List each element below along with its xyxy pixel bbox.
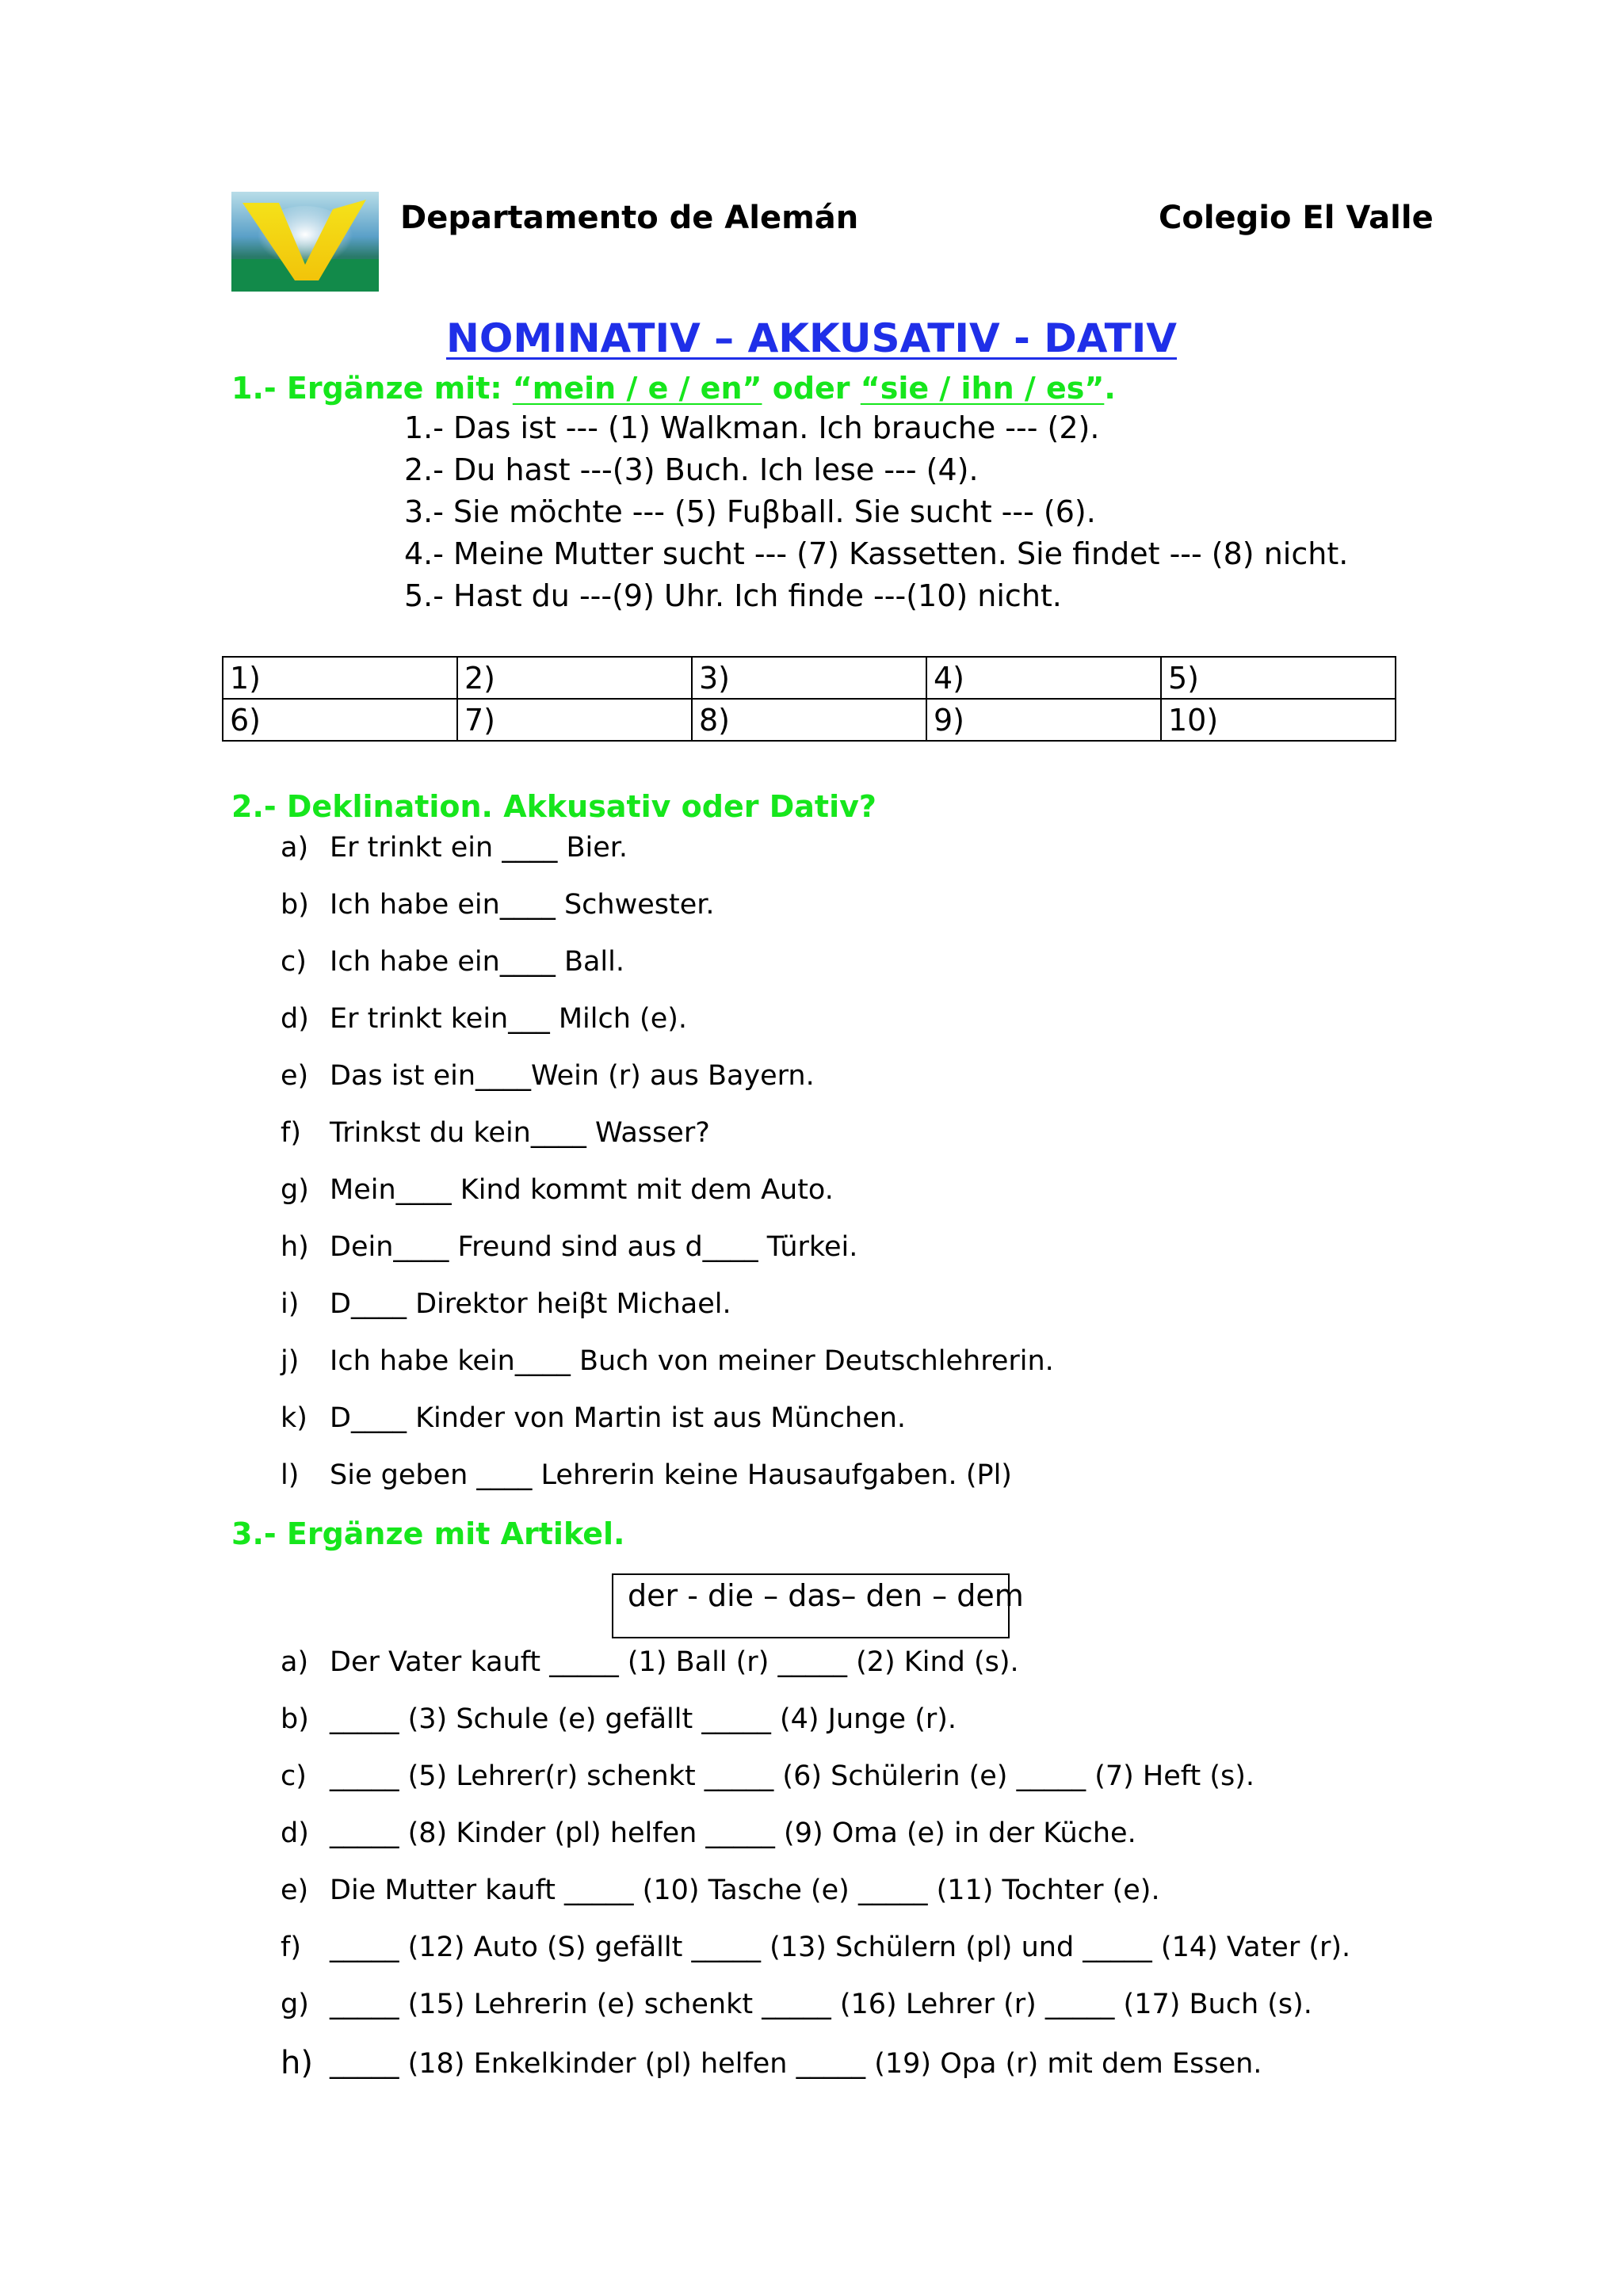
answer-cell[interactable]: 9) bbox=[926, 699, 1161, 741]
item-text: Mein____ Kind kommt mit dem Auto. bbox=[330, 1174, 834, 1206]
section3-heading: 3.- Ergänze mit Artikel. bbox=[231, 1516, 625, 1551]
item-text: Trinkst du kein____ Wasser? bbox=[330, 1117, 710, 1149]
item-text: Ich habe ein____ Schwester. bbox=[330, 889, 715, 921]
section1-option2: “sie / ihn / es” bbox=[860, 371, 1105, 406]
item-label: l) bbox=[281, 1459, 300, 1491]
item-label: b) bbox=[281, 1703, 309, 1735]
item-text: Ich habe ein____ Ball. bbox=[330, 946, 624, 978]
item-text: Ich habe kein____ Buch von meiner Deutschlehrerin. bbox=[330, 1345, 1054, 1377]
section1-heading-mid: oder bbox=[762, 371, 861, 406]
answer-cell[interactable]: 1) bbox=[223, 657, 457, 699]
table-row bbox=[223, 699, 1396, 741]
item-label: d) bbox=[281, 1817, 309, 1849]
section1-sentence: 1.- Das ist --- (1) Walkman. Ich brauche --- (2). bbox=[404, 410, 1100, 445]
item-label: b) bbox=[281, 889, 309, 921]
item-text: D____ Direktor heiβt Michael. bbox=[330, 1288, 731, 1320]
item-label: h) bbox=[281, 2045, 313, 2081]
section1-heading bbox=[231, 371, 1116, 406]
item-label: a) bbox=[281, 832, 309, 864]
item-text: _____ (3) Schule (e) gefällt _____ (4) Junge (r). bbox=[330, 1703, 957, 1735]
item-label: h) bbox=[281, 1231, 309, 1263]
item-text: _____ (8) Kinder (pl) helfen _____ (9) Oma (e) in der Küche. bbox=[330, 1817, 1136, 1849]
answer-cell[interactable]: 2) bbox=[457, 657, 692, 699]
item-text: D____ Kinder von Martin ist aus München. bbox=[330, 1402, 907, 1434]
answer-cell[interactable]: 6) bbox=[223, 699, 457, 741]
answer-cell[interactable]: 8) bbox=[692, 699, 926, 741]
article-word-box: der - die – das– den – dem bbox=[612, 1573, 1010, 1638]
item-text: Der Vater kauft _____ (1) Ball (r) _____ (2) Kind (s). bbox=[330, 1646, 1019, 1678]
section1-heading-end: . bbox=[1104, 371, 1116, 406]
item-label: e) bbox=[281, 1060, 309, 1092]
item-label: c) bbox=[281, 1760, 307, 1792]
item-label: f) bbox=[281, 1932, 301, 1963]
item-label: d) bbox=[281, 1003, 309, 1035]
section1-sentence: 4.- Meine Mutter sucht --- (7) Kassetten. Sie findet --- (8) nicht. bbox=[404, 536, 1349, 571]
item-text: _____ (18) Enkelkinder (pl) helfen _____ (19) Opa (r) mit dem Essen. bbox=[330, 2048, 1262, 2080]
answer-cell[interactable]: 7) bbox=[457, 699, 692, 741]
table-row bbox=[223, 657, 1396, 699]
item-label: k) bbox=[281, 1402, 307, 1434]
answer-cell[interactable]: 4) bbox=[926, 657, 1161, 699]
section1-sentence: 5.- Hast du ---(9) Uhr. Ich finde ---(10) nicht. bbox=[404, 578, 1062, 613]
item-text: Er trinkt kein___ Milch (e). bbox=[330, 1003, 688, 1035]
item-text: Die Mutter kauft _____ (10) Tasche (e) _____ (11) Tochter (e). bbox=[330, 1875, 1160, 1906]
section1-option1: “mein / e / en” bbox=[512, 371, 762, 406]
item-text: _____ (15) Lehrerin (e) schenkt _____ (16) Lehrer (r) _____ (17) Buch (s). bbox=[330, 1989, 1312, 2020]
item-text: Er trinkt ein ____ Bier. bbox=[330, 832, 628, 864]
answer-table bbox=[222, 656, 1396, 742]
page-title: NOMINATIV – AKKUSATIV - DATIV bbox=[445, 315, 1178, 361]
item-text: Das ist ein____Wein (r) aus Bayern. bbox=[330, 1060, 815, 1092]
item-label: a) bbox=[281, 1646, 309, 1678]
item-label: f) bbox=[281, 1117, 301, 1149]
answer-cell[interactable]: 10) bbox=[1161, 699, 1396, 741]
section1-heading-prefix: 1.- Ergänze mit: bbox=[231, 371, 513, 406]
section2-heading: 2.- Deklination. Akkusativ oder Dativ? bbox=[231, 789, 876, 824]
item-text: _____ (5) Lehrer(r) schenkt _____ (6) Schülerin (e) _____ (7) Heft (s). bbox=[330, 1760, 1254, 1792]
section1-sentence: 2.- Du hast ---(3) Buch. Ich lese --- (4). bbox=[404, 452, 979, 487]
item-label: g) bbox=[281, 1989, 309, 2020]
item-text: Sie geben ____ Lehrerin keine Hausaufgaben. (Pl) bbox=[330, 1459, 1012, 1491]
item-label: c) bbox=[281, 946, 307, 978]
item-label: g) bbox=[281, 1174, 309, 1206]
item-text: _____ (12) Auto (S) gefällt _____ (13) Schülern (pl) und _____ (14) Vater (r). bbox=[330, 1932, 1351, 1963]
item-label: j) bbox=[281, 1345, 300, 1377]
item-label: e) bbox=[281, 1875, 309, 1906]
department-name: Departamento de Alemán bbox=[400, 200, 859, 236]
item-label: i) bbox=[281, 1288, 300, 1320]
answer-cell[interactable]: 5) bbox=[1161, 657, 1396, 699]
school-logo bbox=[231, 192, 379, 292]
section1-sentence: 3.- Sie möchte --- (5) Fuβball. Sie sucht --- (6). bbox=[404, 494, 1096, 529]
item-text: Dein____ Freund sind aus d____ Türkei. bbox=[330, 1231, 858, 1263]
answer-cell[interactable]: 3) bbox=[692, 657, 926, 699]
school-name: Colegio El Valle bbox=[1159, 200, 1434, 236]
